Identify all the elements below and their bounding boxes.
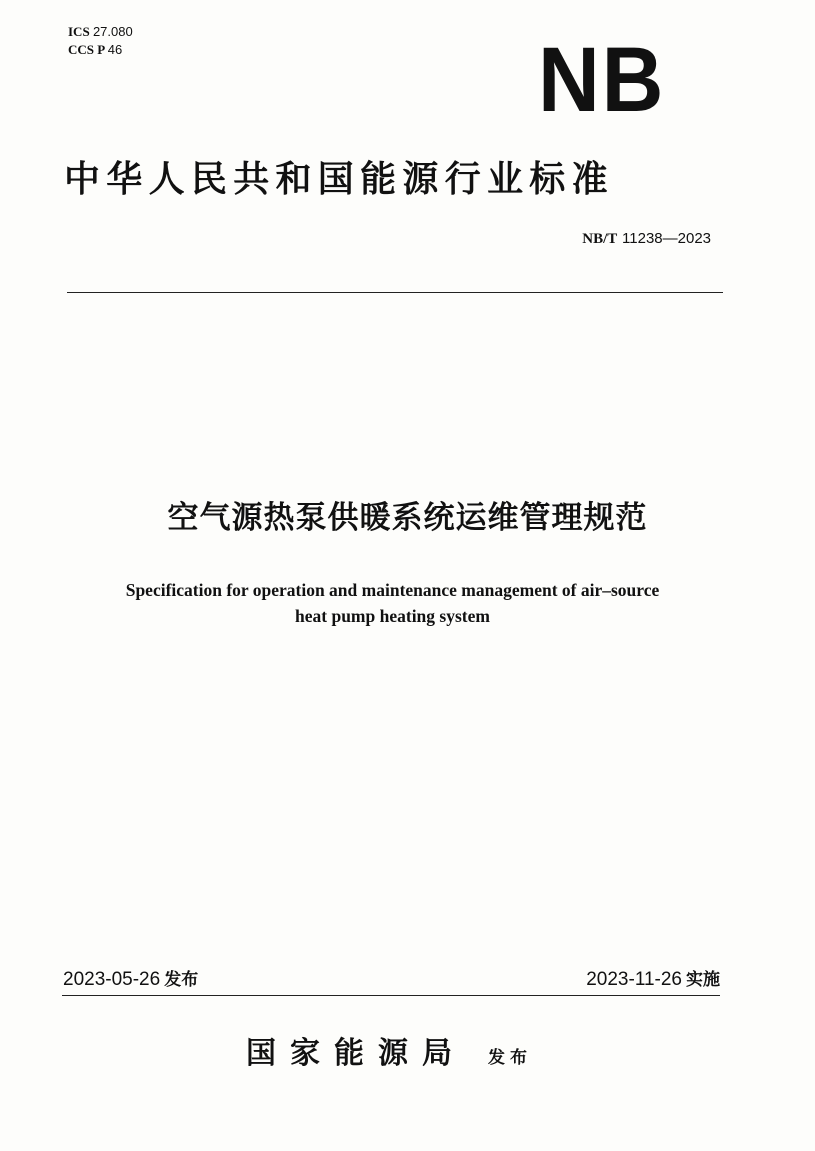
implement-date-label: 实施 bbox=[686, 970, 720, 990]
top-divider bbox=[67, 292, 723, 293]
title-english-line1: Specification for operation and maintenance management of air–source bbox=[125, 580, 660, 600]
ics-code bbox=[68, 24, 133, 40]
ccs-label: CCS P bbox=[68, 42, 105, 57]
bottom-divider bbox=[62, 995, 720, 996]
ccs-value: 46 bbox=[107, 42, 123, 57]
issue-date-value: 2023-05-26 bbox=[63, 969, 161, 990]
standard-code: 11238—2023 bbox=[622, 230, 711, 247]
title-english-line2: heat pump heating system bbox=[295, 606, 490, 626]
implement-date-value: 2023-11-26 bbox=[586, 969, 682, 990]
standard-prefix: NB/T bbox=[582, 231, 618, 247]
ics-value: 27.080 bbox=[92, 24, 133, 39]
issuer-name: 国家能源局 bbox=[246, 1036, 466, 1071]
issue-date bbox=[63, 967, 198, 993]
issuer-suffix: 发布 bbox=[488, 1048, 532, 1068]
nb-logo: NB bbox=[538, 29, 666, 131]
ccs-code bbox=[68, 42, 122, 58]
ics-label: ICS bbox=[68, 24, 90, 39]
title-chinese: 空气源热泵供暖系统运维管理规范 bbox=[167, 500, 648, 536]
standard-number bbox=[582, 228, 711, 249]
org-title: 中华人民共和国能源行业标准 bbox=[64, 159, 614, 200]
implement-date bbox=[586, 967, 720, 993]
issue-date-label: 发布 bbox=[164, 970, 199, 990]
